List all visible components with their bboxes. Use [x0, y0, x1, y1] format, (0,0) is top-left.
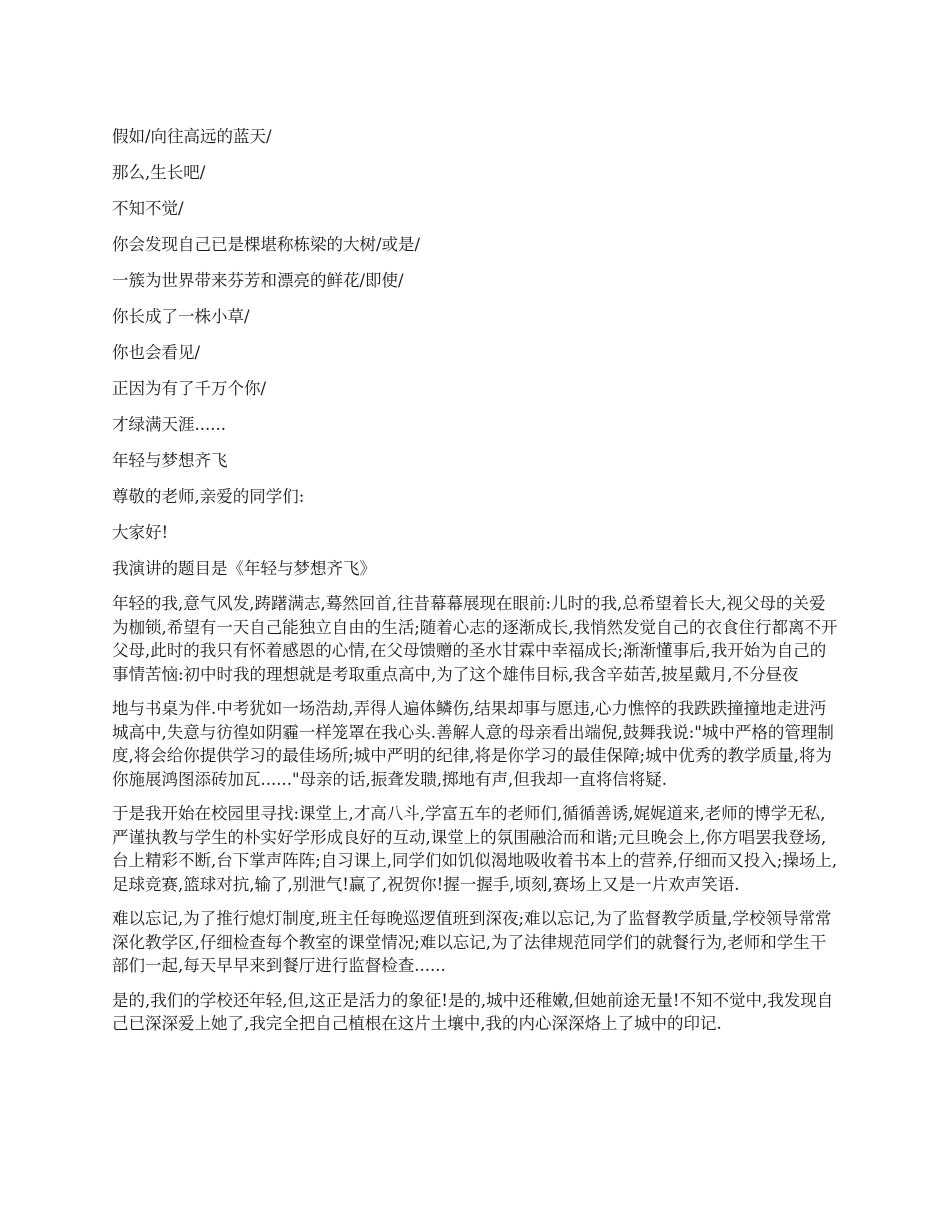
document-page: [112, 124, 842, 1047]
poem-line: 正因为有了千万个你/: [112, 379, 267, 398]
greeting: 大家好!: [112, 523, 169, 542]
poem-line: 才绿满天涯......: [112, 415, 226, 434]
poem-line: 你也会看见/: [112, 343, 201, 362]
speech-title: 年轻与梦想齐飞: [112, 451, 228, 470]
salutation: 尊敬的老师,亲爱的同学们:: [112, 487, 305, 506]
topic-line: 我演讲的题目是《年轻与梦想齐飞》: [112, 559, 376, 578]
poem-line: 你长成了一株小草/: [112, 307, 250, 326]
poem-line: 不知不觉/: [112, 199, 184, 218]
body-paragraph: 难以忘记,为了推行熄灯制度,班主任每晚巡逻值班到深夜;难以忘记,为了监督教学质量,学校领导常常深化教学区,仔细检查每个教室的课堂情况;难以忘记,为了法律规范同学们的就餐行为,老师和学生干部们一起,每天早早来到餐厅进行监督检查......: [112, 909, 832, 975]
poem-line: 假如/向往高远的蓝天/: [112, 127, 272, 146]
poem-line: 一簇为世界带来芬芳和漂亮的鲜花/即使/: [112, 271, 404, 290]
poem-line: 那么,生长吧/: [112, 163, 206, 182]
poem-section: [112, 124, 842, 437]
body-paragraph: 于是我开始在校园里寻找:课堂上,才高八斗,学富五车的老师们,循循善诱,娓娓道来,老师的博学无私,严谨执教与学生的朴实好学形成良好的互动,课堂上的氛围融洽而和谐;元旦晚会上,你方唱罢我登场,台上精彩不断,台下掌声阵阵;自习课上,同学们如饥似渴地吸收着书本上的营养,仔细而又投入;操场上,足球竞赛,篮球对抗,输了,别泄气!赢了,祝贺你!握一握手,顷刻,赛场上又是一片欢声笑语.: [112, 804, 838, 894]
body-paragraph: 年轻的我,意气风发,踌躇满志,蓦然回首,往昔幕幕展现在眼前:儿时的我,总希望着长大,视父母的关爱为枷锁,希望有一天自己能独立自由的生活;随着心志的逐渐成长,我悄然发觉自己的衣食住行都离不开父母,此时的我只有怀着感恩的心情,在父母馈赠的圣水甘霖中幸福成长;渐渐懂事后,我开始为自己的事情苦恼:初中时我的理想就是考取重点高中,为了这个雄伟目标,我含辛茹苦,披星戴月,不分昼夜: [112, 594, 838, 684]
body-paragraph: 地与书桌为伴.中考犹如一场浩劫,弄得人遍体鳞伤,结果却事与愿违,心力憔悴的我跌跌撞撞地走进沔城高中,失意与彷徨如阴霾一样笼罩在我心头.善解人意的母亲看出端倪,鼓舞我说:"城中严格的管理制度,将会给你提供学习的最佳场所;城中严明的纪律,将是你学习的最佳保障;城中优秀的教学质量,将为你施展鸿图添砖加瓦......"母亲的话,振聋发聩,掷地有声,但我却一直将信将疑.: [112, 699, 834, 789]
body-paragraph: 是的,我们的学校还年轻,但,这正是活力的象征!是的,城中还稚嫩,但她前途无量!不知不觉中,我发现自己已深深爱上她了,我完全把自己植根在这片土壤中,我的内心深深烙上了城中的印记.: [112, 990, 834, 1033]
poem-line: 你会发现自己已是棵堪称栋梁的大树/或是/: [112, 235, 421, 254]
